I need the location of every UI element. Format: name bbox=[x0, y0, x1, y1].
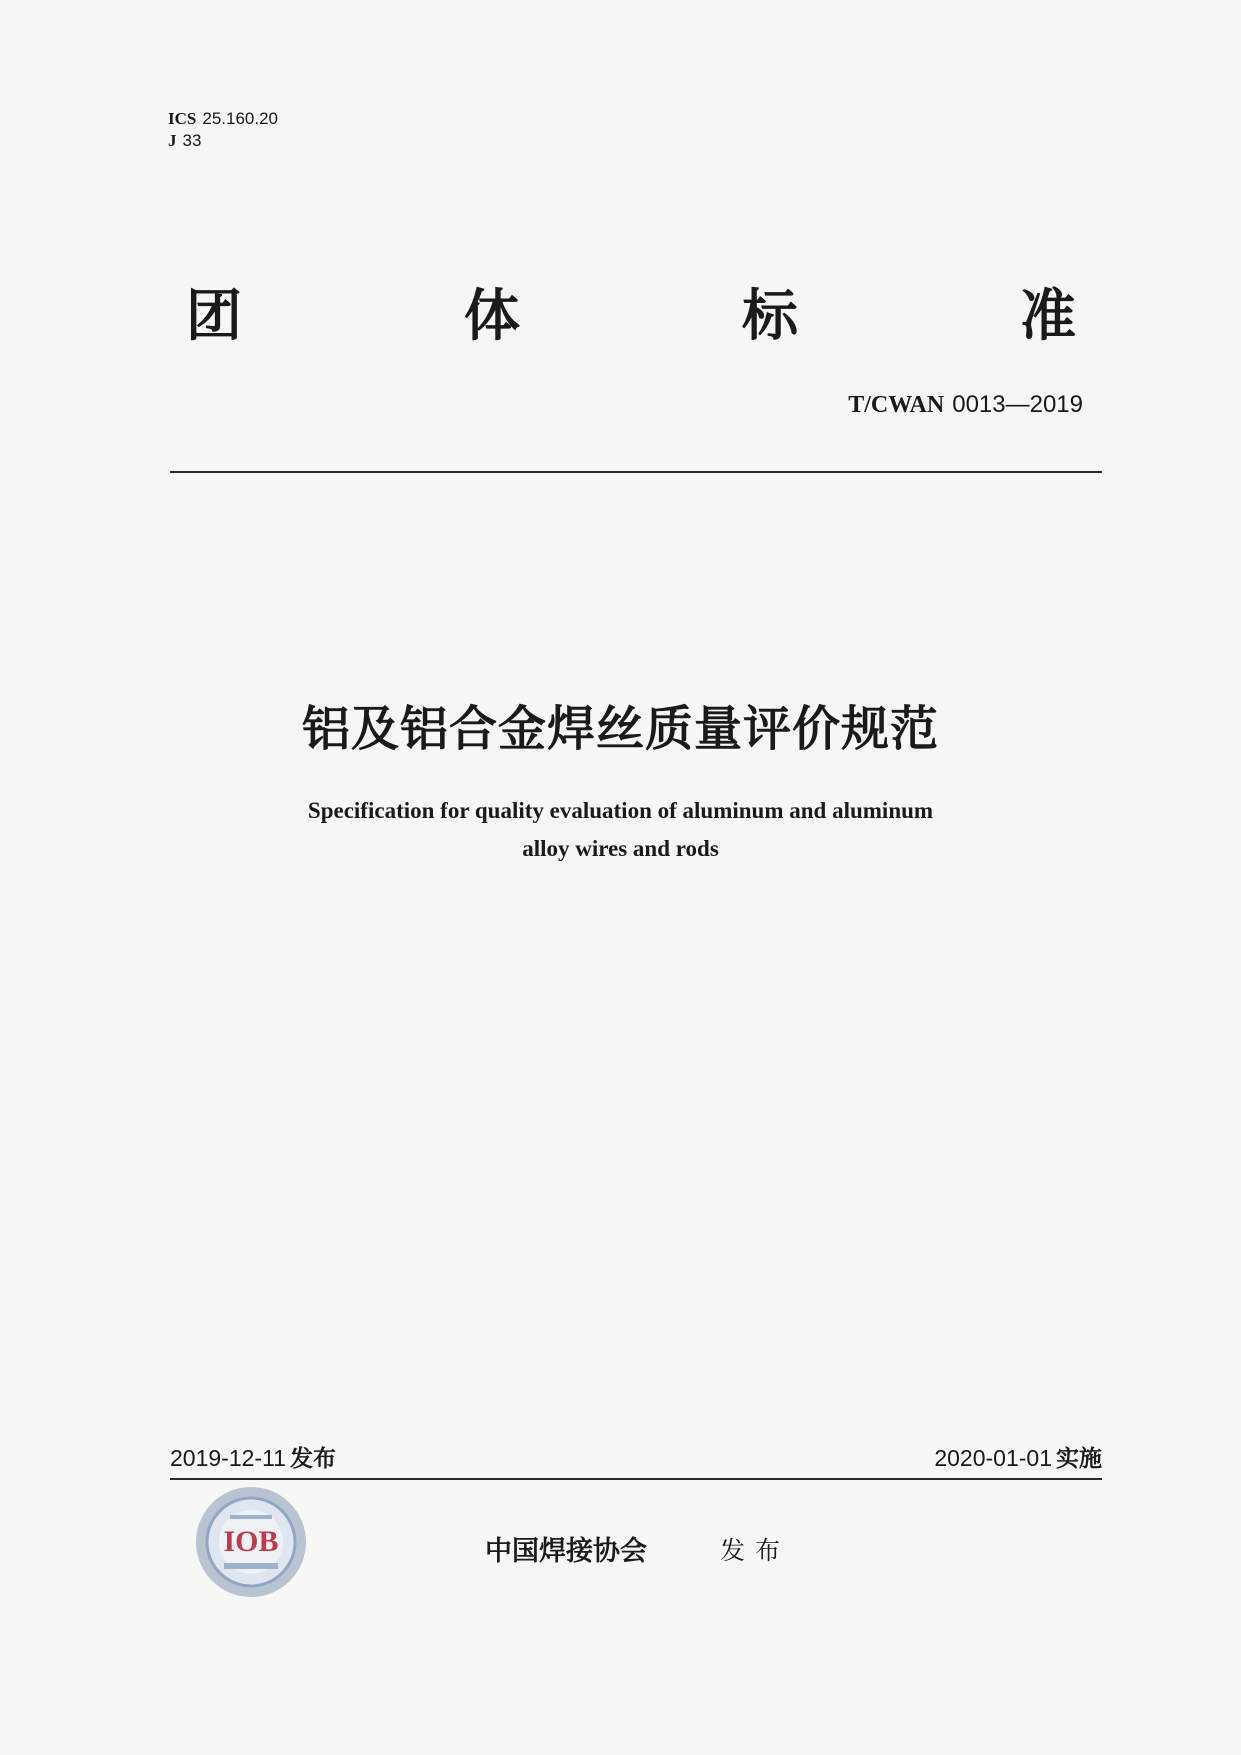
ccs-label: J bbox=[168, 131, 177, 150]
issue-date-word: 发布 bbox=[289, 1446, 336, 1472]
implementation-date bbox=[934, 1440, 1102, 1473]
implementation-date-word: 实施 bbox=[1056, 1446, 1102, 1472]
standard-type-heading bbox=[186, 282, 1086, 352]
publisher-name: 中国焊接协会 bbox=[485, 1536, 647, 1567]
header-divider bbox=[170, 471, 1102, 473]
title-chinese: 铝及铝合金焊丝质量评价规范 bbox=[301, 701, 939, 757]
implementation-date-value: 2020-01-01 bbox=[934, 1445, 1052, 1471]
standard-type-char: 准 bbox=[1020, 284, 1076, 349]
ccs-value: 33 bbox=[182, 131, 202, 150]
publisher-action: 发布 bbox=[720, 1536, 791, 1565]
ics-value: 25.160.20 bbox=[202, 109, 278, 128]
title-english bbox=[0, 792, 1241, 868]
anti-counterfeit-seal-icon bbox=[194, 1485, 308, 1599]
standard-number-prefix: T/CWAN bbox=[848, 392, 945, 418]
standard-type-char: 体 bbox=[464, 284, 520, 349]
ics-code bbox=[168, 108, 278, 130]
classification-codes bbox=[168, 108, 278, 152]
title-english-line: Specification for quality evaluation of aluminum and aluminum bbox=[307, 798, 934, 823]
ccs-code bbox=[168, 130, 278, 152]
svg-text:IOB: IOB bbox=[223, 1525, 279, 1558]
ics-label: ICS bbox=[168, 109, 197, 128]
title-english-line: alloy wires and rods bbox=[522, 836, 719, 861]
issue-date-value: 2019-12-11 bbox=[170, 1445, 286, 1471]
standard-type-char: 标 bbox=[742, 284, 798, 349]
standard-type-char: 团 bbox=[186, 284, 242, 349]
issue-date bbox=[170, 1440, 336, 1473]
standard-number-value: 0013—2019 bbox=[952, 391, 1083, 418]
standard-number bbox=[848, 390, 1083, 419]
footer-divider bbox=[170, 1478, 1102, 1480]
